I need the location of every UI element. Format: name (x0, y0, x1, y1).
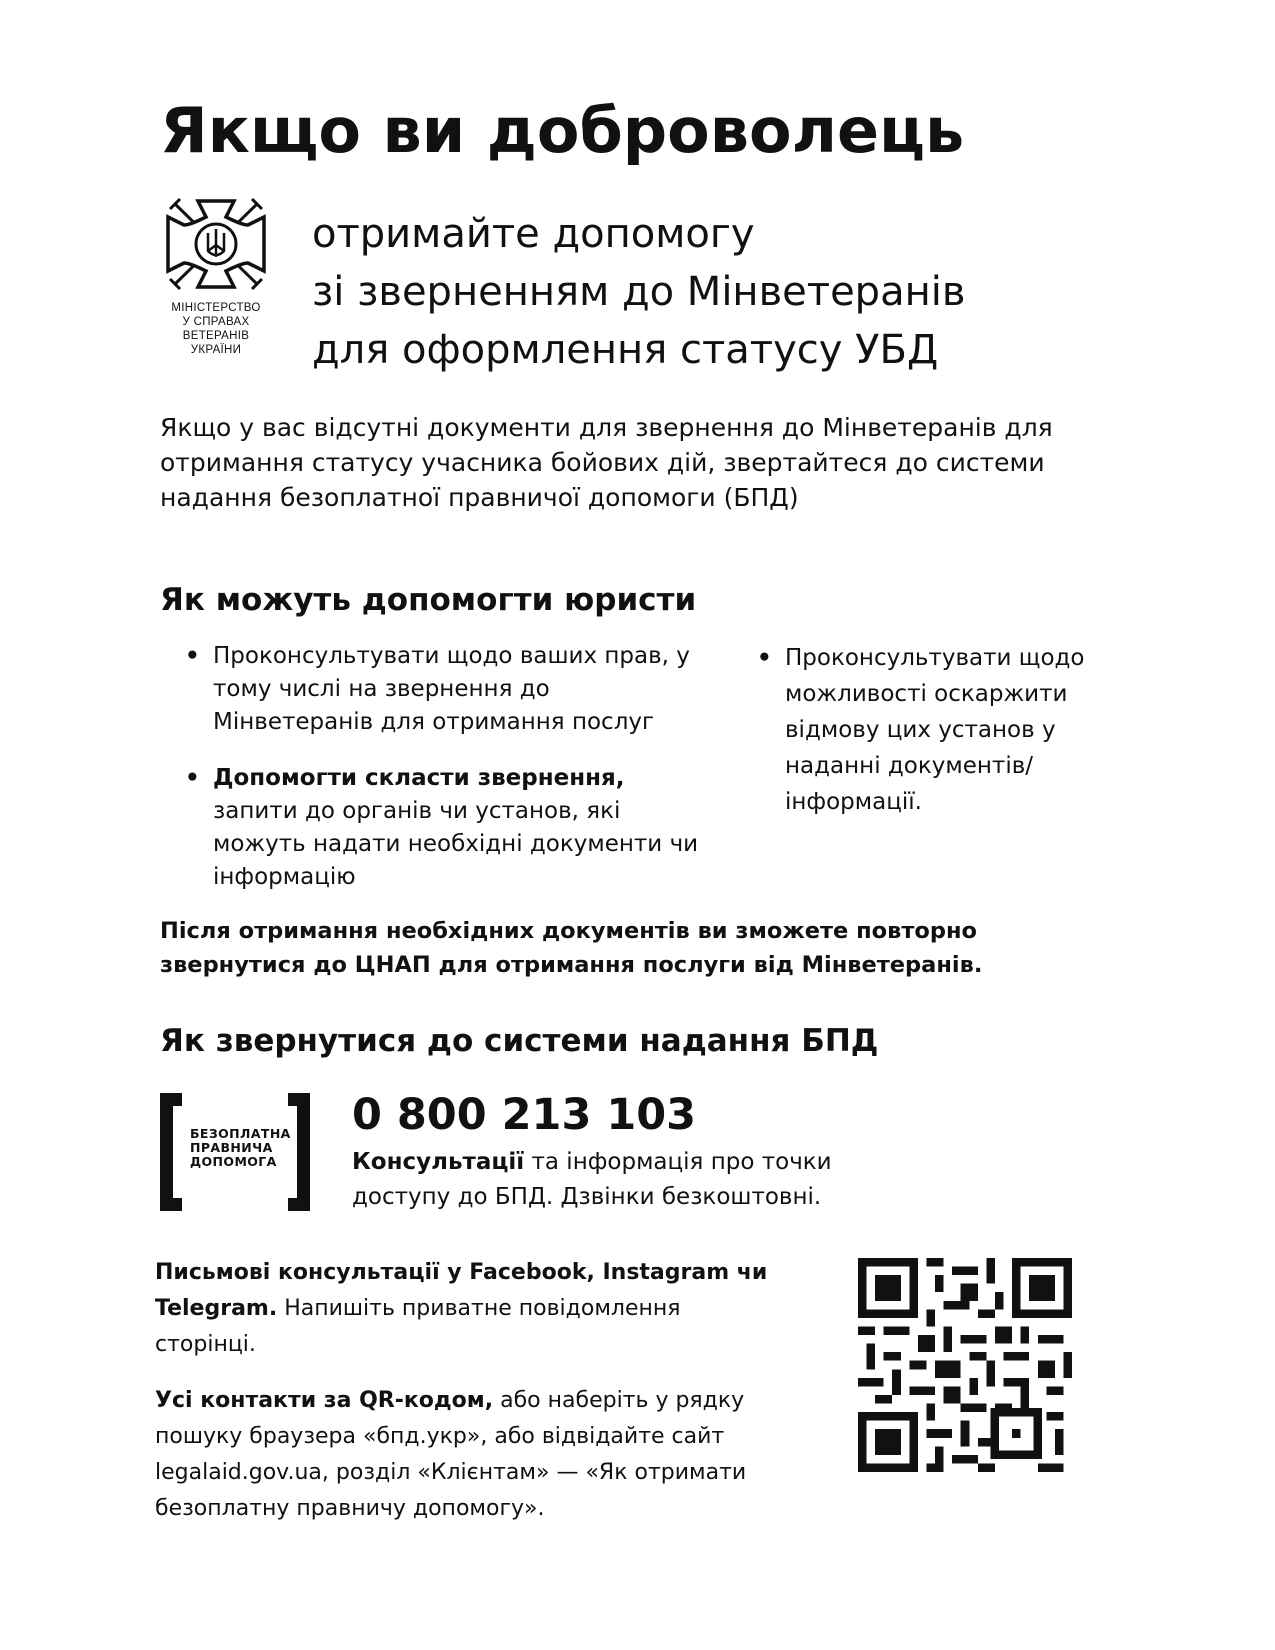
hotline-phone[interactable]: 0 800 213 103 (352, 1090, 697, 1140)
bpd-logo-line: ПРАВНИЧА (190, 1140, 273, 1155)
bpd-logo-text (190, 1127, 291, 1169)
note-line: звернутися до ЦНАП для отримання послуги від Мінветеранів. (160, 952, 983, 978)
list-item-text: Проконсультувати щодо можливості оскаржити відмову цих установ у наданні документів/інформації. (785, 645, 1085, 815)
list-item-text: Проконсультувати щодо ваших прав, у тому числі на звернення до Мінветеранів для отримання послуг (213, 643, 690, 735)
after-documents-note (160, 914, 1160, 982)
all-contacts-text[interactable]: або наберіть у рядку пошуку браузера «бпд.укр», або відвідайте сайт legalaid.gov.ua, розділ «Клієнтам» — «Як отримати безоплатну правничу допомогу». (155, 1388, 747, 1521)
qr-code-icon[interactable] (858, 1258, 1072, 1472)
subtitle (312, 205, 965, 379)
ministry-name-line: МІНІСТЕРСТВО (171, 302, 261, 314)
subtitle-line: для оформлення статусу УБД (312, 327, 939, 373)
bracket-left (160, 1093, 182, 1211)
ministry-logo (152, 195, 280, 357)
all-contacts (155, 1383, 815, 1527)
all-contacts-bold: Усі контакти за QR-кодом, (155, 1388, 494, 1413)
lawyers-heading: Як можуть допомогти юристи (160, 582, 697, 618)
bpd-logo (160, 1093, 310, 1211)
bpd-logo-line: ДОПОМОГА (190, 1154, 277, 1169)
ministry-veterans-emblem-icon (162, 195, 270, 293)
ministry-name-line: УКРАЇНИ (190, 344, 242, 356)
hotline-description-bold: Консультації (352, 1149, 525, 1175)
list-item (185, 640, 703, 739)
list-item (185, 762, 703, 894)
list-item (757, 640, 1145, 820)
subtitle-line: отримайте допомогу (312, 211, 755, 257)
written-consultations-text: Напишіть приватне повідомлення сторінці. (155, 1296, 681, 1357)
ministry-name (152, 301, 280, 357)
list-item-bold-text: Допомогти скласти звернення, (213, 765, 625, 791)
bpd-logo-line: БЕЗОПЛАТНА (190, 1126, 291, 1141)
intro-paragraph: Якщо у вас відсутні документи для звернення до Мінветеранів для отримання статусу учасника бойових дій, звертайтеся до системи надання безоплатної правничої допомоги (БПД) (160, 413, 1053, 512)
subtitle-line: зі зверненням до Мінветеранів (312, 269, 966, 315)
page-title: Якщо ви доброволець (160, 94, 965, 167)
list-item-text: запити до органів чи установ, які можуть надати необхідні документи чи інформацію (213, 798, 699, 890)
bracket-right (288, 1093, 310, 1211)
contact-heading: Як звернутися до системи надання БПД (160, 1023, 879, 1059)
note-line: Після отримання необхідних документів ви зможете повторно (160, 918, 977, 944)
written-consultations-bold: Письмові консультації у Facebook, Instagram чи Telegram. (155, 1260, 768, 1321)
ministry-name-line: У СПРАВАХ (182, 316, 250, 328)
written-consultations (155, 1255, 775, 1363)
hotline-description-text: та інформація про точки доступу до БПД. Дзвінки безкоштовні. (352, 1149, 832, 1210)
hotline-description (352, 1145, 892, 1215)
ministry-name-line: ВЕТЕРАНІВ (182, 330, 250, 342)
